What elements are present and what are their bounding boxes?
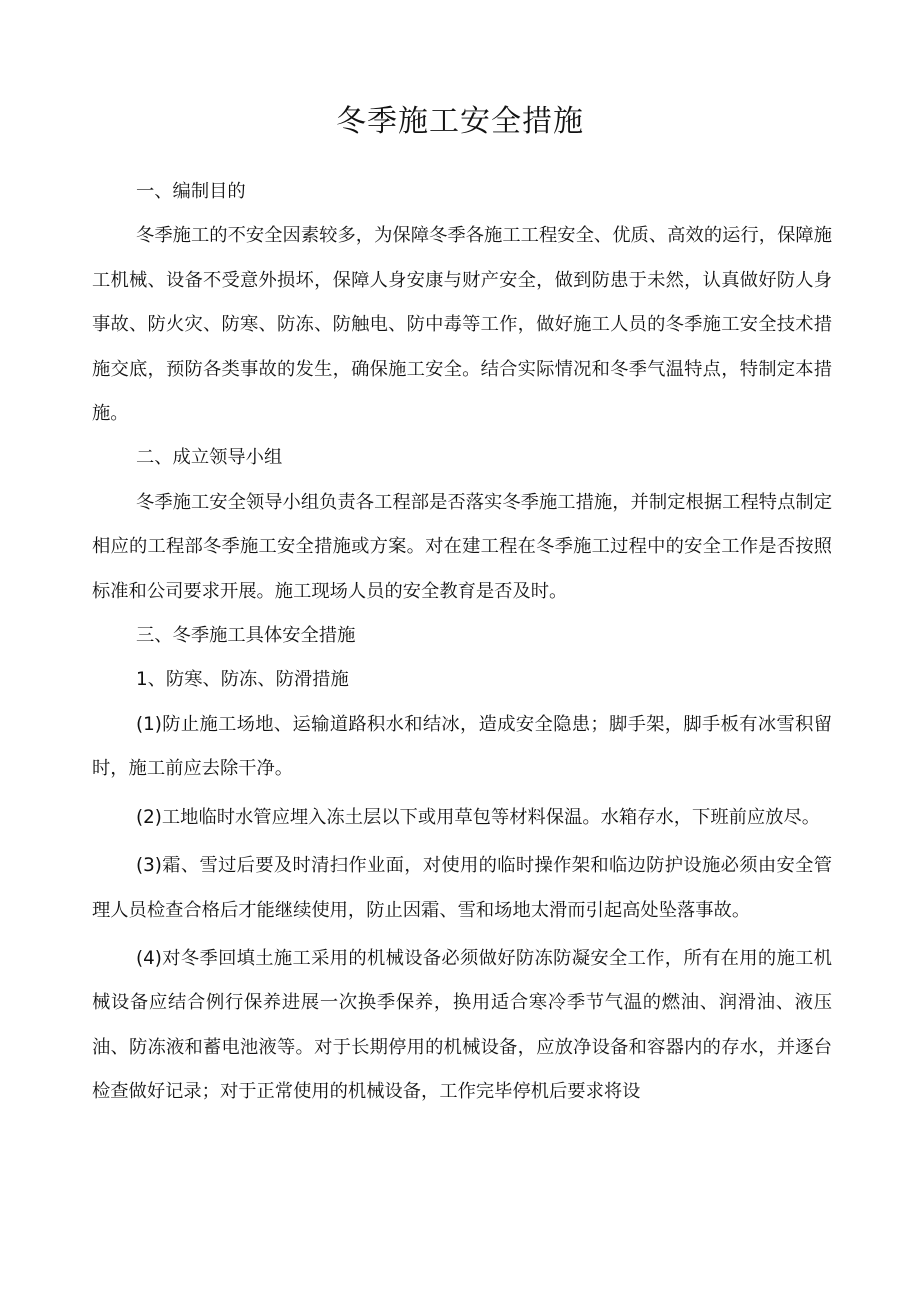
section-heading-measures: 三、冬季施工具体安全措施 [136,625,356,647]
subsection-heading-cold-protection: 1、防寒、防冻、防滑措施 [136,669,349,691]
measure-item-3: (3)霜、雪过后要及时清扫作业面，对使用的临时操作架和临边防护设施必须由安全管理人员检查合格后才能继续使用，防止因霜、雪和场地太滑而引起高处坠落事故。 [92,855,832,921]
paragraph-purpose: 冬季施工的不安全因素较多，为保障冬季各施工工程安全、优质、高效的运行，保障施工机械、设备不受意外损坏，保障人身安康与财产安全，做到防患于未然，认真做好防人身事故、防火灾、防寒、防冻、防触电、防中毒等工作，做好施工人员的冬季施工安全技术措施交底，预防各类事故的发生，确保施工安全。结合实际情况和冬季气温特点，特制定本措施。 [92,225,832,425]
page-title: 冬季施工安全措施 [336,104,584,139]
document-body [92,170,832,1115]
section-heading-leadership: 二、成立领导小组 [136,447,283,469]
measure-item-4: (4)对冬季回填土施工采用的机械设备必须做好防冻防凝安全工作，所有在用的施工机械设备应结合例行保养进展一次换季保养，换用适合寒冷季节气温的燃油、润滑油、液压油、防冻液和蓄电池液等。对于长期停用的机械设备，应放净设备和容器内的存水，并逐台检查做好记录；对于正常使用的机械设备，工作完毕停机后要求将设 [92,947,832,1103]
measure-item-1: (1)防止施工场地、运输道路积水和结冰，造成安全隐患；脚手架，脚手板有冰雪积留时，施工前应去除干净。 [92,713,832,780]
section-heading-purpose: 一、编制目的 [136,181,246,202]
paragraph-leadership: 冬季施工安全领导小组负责各工程部是否落实冬季施工措施，并制定根据工程特点制定相应的工程部冬季施工安全措施或方案。对在建工程在冬季施工过程中的安全工作是否按照标准和公司要求开展。施工现场人员的安全教育是否及时。 [92,491,832,602]
measure-item-2: (2)工地临时水管应埋入冻土层以下或用草包等材料保温。水箱存水，下班前应放尽。 [136,806,821,828]
